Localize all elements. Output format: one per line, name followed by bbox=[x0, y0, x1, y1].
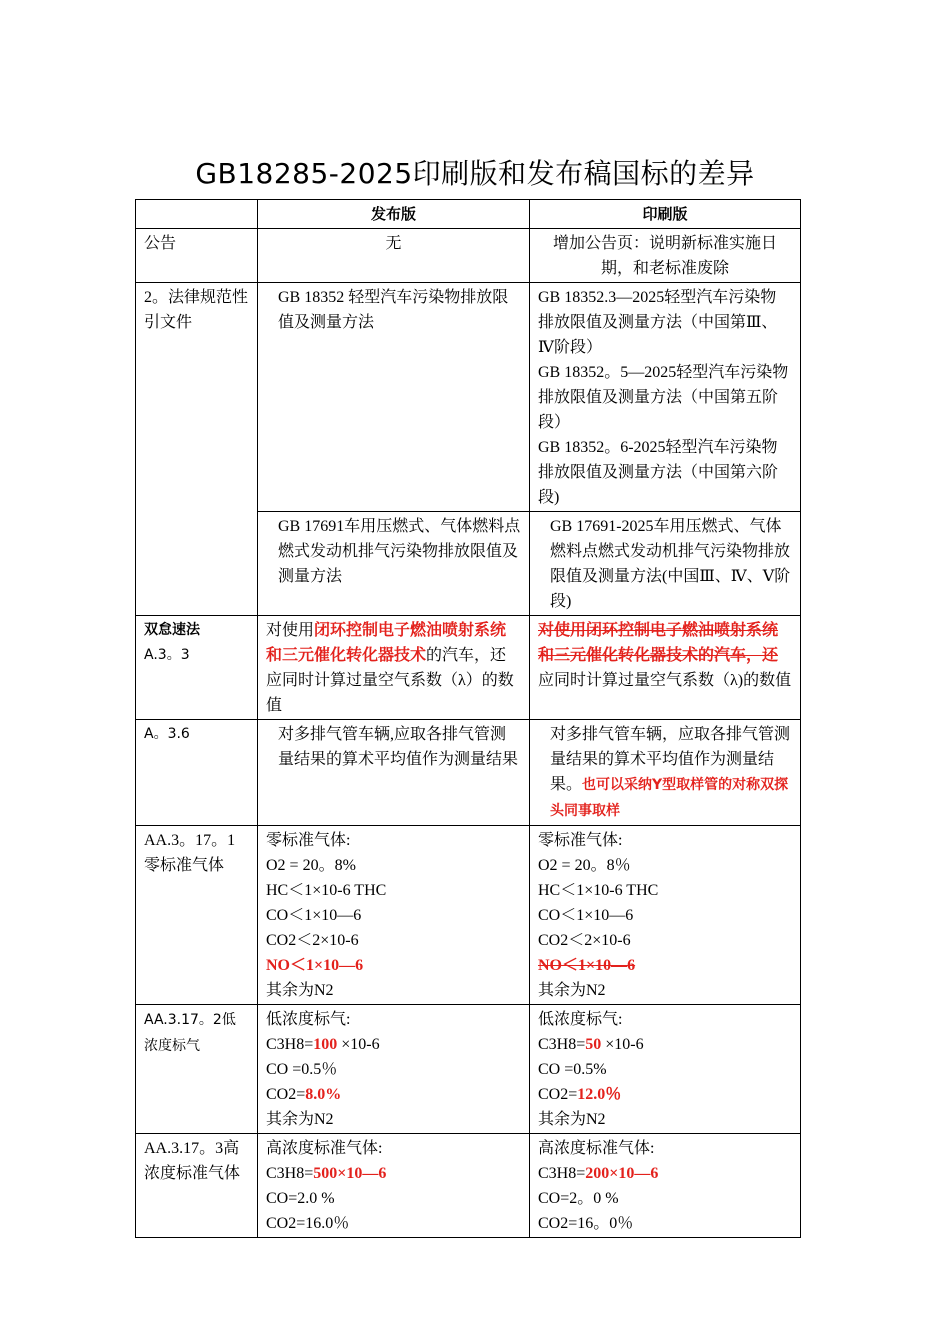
zero-print-line: 零标准气体: bbox=[538, 832, 623, 849]
idle-print-text: 应同时计算过量空气系数（λ)的数值 bbox=[538, 672, 792, 689]
exhaust-published: 对多排气管车辆,应取各排气管测量结果的算术平均值作为测量结果 bbox=[258, 720, 530, 826]
zero-print-line: CO2＜2×10-6 bbox=[538, 932, 631, 949]
idle-label-title: 双怠速法 bbox=[144, 622, 200, 638]
high-print-c3h8 bbox=[538, 1161, 792, 1186]
c3h8-value: 500×10—6 bbox=[313, 1165, 387, 1182]
exhaust-print-added: 也可以采纳Y型取样管的对称双探头同事取样 bbox=[550, 777, 789, 819]
c3h8-unit: ×10-6 bbox=[337, 1036, 380, 1053]
high-print-head: 高浓度标准气体: bbox=[538, 1140, 655, 1157]
notice-printed: 增加公告页：说明新标准实施日期，和老标准废除 bbox=[530, 229, 801, 283]
zero-pub-line: 其余为N2 bbox=[266, 982, 334, 999]
zero-print-line: CO＜1×10—6 bbox=[538, 907, 634, 924]
high-print-co2: CO2=16。0％ bbox=[538, 1215, 634, 1232]
low-pub-last: 其余为N2 bbox=[266, 1111, 334, 1128]
c3h8-value: 200×10—6 bbox=[585, 1165, 659, 1182]
c3h8-prefix: C3H8= bbox=[538, 1036, 586, 1053]
zero-printed bbox=[530, 826, 801, 1005]
table-header-row bbox=[136, 200, 801, 229]
low-print-co: CO =0.5% bbox=[538, 1061, 607, 1078]
low-print-c3h8 bbox=[538, 1032, 792, 1057]
comparison-table bbox=[135, 199, 801, 1238]
row-label-high: AA.3.17。3高浓度标准气体 bbox=[136, 1134, 258, 1238]
row-label-low bbox=[136, 1005, 258, 1134]
zero-print-line: O2 = 20。8％ bbox=[538, 857, 631, 874]
law-printed-1-line: GB 18352。6-2025轻型汽车污染物排放限值及测量方法（中国第六阶段) bbox=[538, 439, 779, 506]
c3h8-value: 100 bbox=[313, 1036, 338, 1053]
notice-published: 无 bbox=[258, 229, 530, 283]
header-published: 发布版 bbox=[258, 200, 530, 229]
low-pub-c3h8 bbox=[266, 1032, 521, 1057]
zero-pub-line: O2 = 20。8% bbox=[266, 857, 356, 874]
table-row bbox=[136, 1005, 801, 1134]
law-published-2: GB 17691车用压燃式、气体燃料点燃式发动机排气污染物排放限值及测量方法 bbox=[258, 512, 530, 616]
c3h8-value: 50 bbox=[585, 1036, 602, 1053]
exhaust-printed bbox=[530, 720, 801, 826]
header-blank bbox=[136, 200, 258, 229]
table-row bbox=[136, 283, 801, 512]
law-printed-2: GB 17691-2025车用压燃式、气体燃料点燃式发动机排气污染物排放限值及测量方法(中国Ⅲ、Ⅳ、Ⅴ阶段) bbox=[530, 512, 801, 616]
table-row bbox=[136, 826, 801, 1005]
idle-label-section: A.3。3 bbox=[144, 647, 190, 663]
co2-prefix: CO2= bbox=[538, 1086, 578, 1103]
zero-pub-line: CO2＜2×10-6 bbox=[266, 932, 359, 949]
row-label-zero: AA.3。17。1零标准气体 bbox=[136, 826, 258, 1005]
idle-pub-highlight: 闭环控制电子燃油喷射系统和三元催化转化器技术 bbox=[266, 622, 507, 664]
low-label: AA.3.17。2低浓度标气 bbox=[144, 1012, 236, 1054]
row-label-law: 2。法律规范性引文件 bbox=[136, 283, 258, 616]
high-pub-c3h8 bbox=[266, 1161, 521, 1186]
co2-value: 8.0% bbox=[305, 1086, 342, 1103]
high-pub-head: 高浓度标准气体: bbox=[266, 1140, 383, 1157]
zero-pub-line: 零标准气体: bbox=[266, 832, 351, 849]
low-pub-head: 低浓度标气: bbox=[266, 1011, 351, 1028]
c3h8-unit: ×10-6 bbox=[601, 1036, 644, 1053]
low-printed bbox=[530, 1005, 801, 1134]
zero-print-no-deleted: NO＜1×10—6 bbox=[538, 957, 636, 974]
co2-prefix: CO2= bbox=[266, 1086, 306, 1103]
zero-pub-line: HC＜1×10-6 THC bbox=[266, 882, 387, 899]
zero-print-line: HC＜1×10-6 THC bbox=[538, 882, 659, 899]
law-printed-1-line: GB 18352.3—2025轻型汽车污染物排放限值及测量方法（中国第Ⅲ、Ⅳ阶段） bbox=[538, 289, 778, 356]
idle-printed bbox=[530, 616, 801, 720]
high-pub-co2: CO2=16.0％ bbox=[266, 1215, 350, 1232]
c3h8-prefix: C3H8= bbox=[538, 1165, 586, 1182]
low-pub-co: CO =0.5％ bbox=[266, 1061, 338, 1078]
low-print-co2 bbox=[538, 1082, 792, 1107]
low-pub-co2 bbox=[266, 1082, 521, 1107]
c3h8-prefix: C3H8= bbox=[266, 1165, 314, 1182]
zero-published bbox=[258, 826, 530, 1005]
header-printed: 印刷版 bbox=[530, 200, 801, 229]
exhaust-print-text: 对多排气管车辆，应取各排气管测量结果的算术平均值作为测量结果。 bbox=[550, 726, 791, 793]
high-print-co: CO=2。0 % bbox=[538, 1190, 619, 1207]
idle-published bbox=[258, 616, 530, 720]
row-label-exhaust: A。3.6 bbox=[136, 720, 258, 826]
law-printed-1-line: GB 18352。5—2025轻型汽车污染物排放限值及测量方法（中国第五阶段） bbox=[538, 364, 789, 431]
idle-pub-text: 的汽车，还应同时计算过量空气系数（λ）的数值 bbox=[266, 647, 514, 714]
law-published-1: GB 18352 轻型汽车污染物排放限值及测量方法 bbox=[258, 283, 530, 512]
high-published bbox=[258, 1134, 530, 1238]
table-row bbox=[136, 1134, 801, 1238]
row-label-idle bbox=[136, 616, 258, 720]
high-pub-co: CO=2.0 % bbox=[266, 1190, 335, 1207]
zero-print-line: 其余为N2 bbox=[538, 982, 606, 999]
c3h8-prefix: C3H8= bbox=[266, 1036, 314, 1053]
table-row bbox=[136, 229, 801, 283]
low-published bbox=[258, 1005, 530, 1134]
page-title: GB18285-2025印刷版和发布稿国标的差异 bbox=[195, 157, 755, 190]
low-print-head: 低浓度标气: bbox=[538, 1011, 623, 1028]
table-row bbox=[136, 720, 801, 826]
zero-pub-no-line: NO＜1×10—6 bbox=[266, 957, 364, 974]
co2-value: 12.0％ bbox=[577, 1086, 622, 1103]
idle-pub-text: 对使用 bbox=[266, 622, 315, 639]
idle-print-deleted: 对使用闭环控制电子燃油喷射系统和三元催化转化器技术的汽车，还 bbox=[538, 622, 779, 664]
table-row bbox=[136, 616, 801, 720]
row-label-notice: 公告 bbox=[136, 229, 258, 283]
high-printed bbox=[530, 1134, 801, 1238]
low-print-last: 其余为N2 bbox=[538, 1111, 606, 1128]
law-printed-1 bbox=[530, 283, 801, 512]
zero-pub-line: CO＜1×10—6 bbox=[266, 907, 362, 924]
